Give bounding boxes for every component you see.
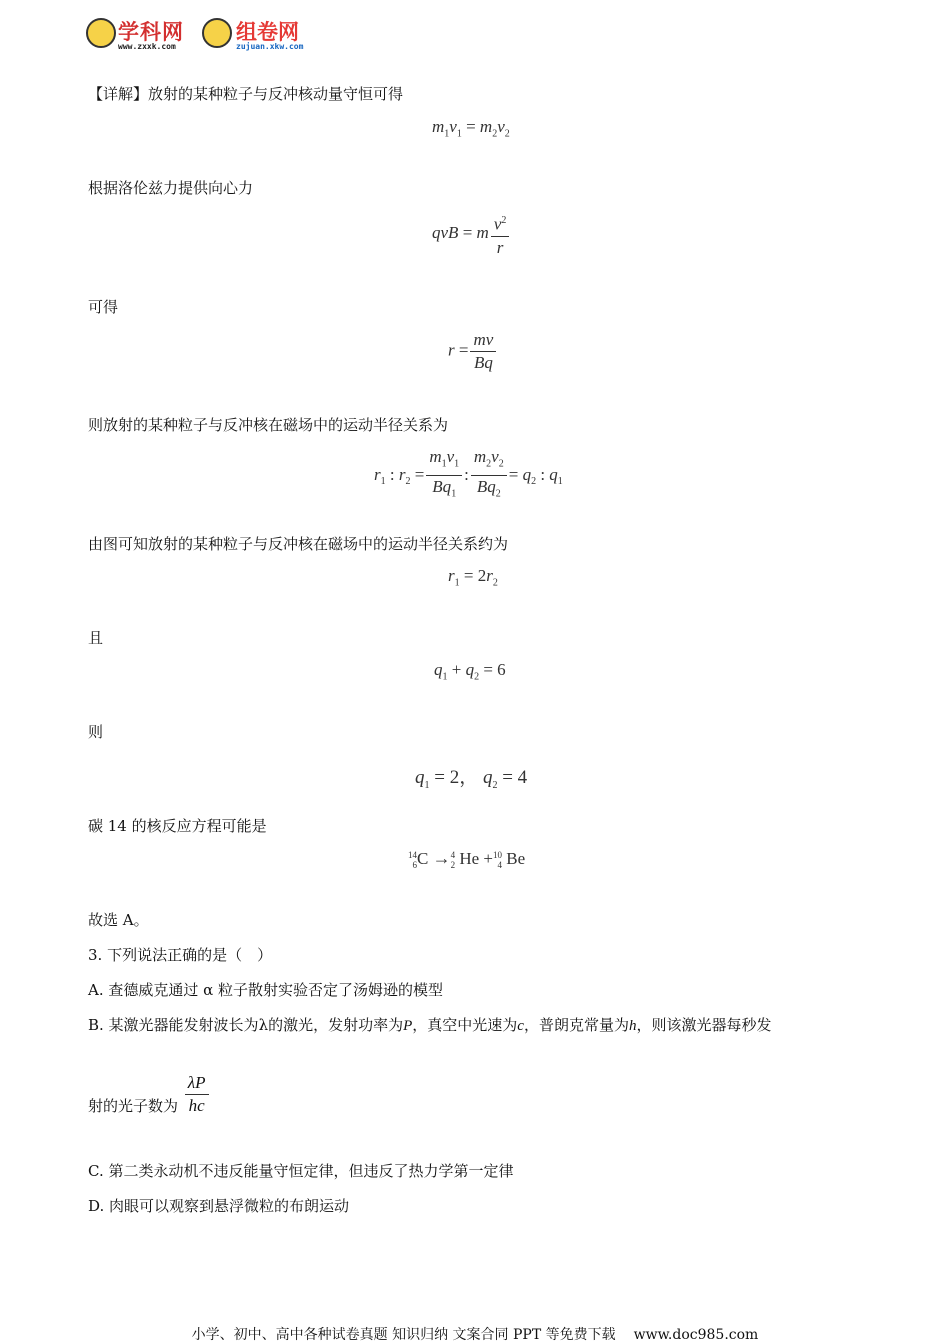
photon-count-fraction: $\frac{\lambda P}{hc}$ [185, 1073, 209, 1116]
xuekewang-logo[interactable] [86, 14, 196, 54]
kede-paragraph: 可得 [88, 298, 119, 316]
logo-title: 组卷网 [236, 20, 299, 44]
answer-paragraph: 故选 A。 [88, 911, 149, 929]
nuclear-reaction-equation: 14 6C →4 2 He +10 4 Be [408, 848, 526, 871]
charge-values-equation: $q_1 = 2$， $q_2 = 4$ [415, 767, 528, 791]
figure-relation-paragraph: 由图可知放射的某种粒子与反冲核在磁场中的运动半径关系约为 [88, 535, 509, 553]
option-a: A. 查德威克通过 α 粒子散射实验否定了汤姆逊的模型 [88, 981, 444, 999]
carbon-paragraph: 碳 14 的核反应方程可能是 [88, 817, 267, 835]
radius-value-equation: $r_1 = 2r_2$ [448, 566, 498, 589]
lorentz-paragraph: 根据洛伦兹力提供向心力 [88, 179, 254, 197]
option-b-text: 射的光子数为 [88, 1097, 179, 1115]
question-3-stem: 3. 下列说法正确的是（ ） [88, 946, 273, 964]
footer-url-link[interactable]: www.doc985.com [633, 1327, 759, 1343]
option-c: C. 第二类永动机不违反能量守恒定律，但违反了热力学第一定律 [88, 1162, 514, 1180]
radius-relation-paragraph: 则放射的某种粒子与反冲核在磁场中的运动半径关系为 [88, 416, 449, 434]
option-b-line2 [88, 1073, 211, 1116]
radius-ratio-equation: $r_1$ : $r_2$ = $\frac{m_1v_1}{Bq_1}$ : $\frac{m_2v_2}{Bq_2}$ = $q_2$ : $q_1$ [374, 447, 563, 500]
logo-title: 学科网 [118, 20, 184, 44]
power-symbol: P [403, 1018, 413, 1034]
planck-symbol: h [628, 1018, 637, 1034]
charge-sum-equation: $q_1 + q_2 = 6$ [434, 660, 506, 683]
option-d: D. 肉眼可以观察到悬浮微粒的布朗运动 [88, 1197, 350, 1215]
graduate-face-icon [202, 18, 232, 48]
radius-equation: r = $\frac{mv}{Bq}$ [448, 330, 498, 373]
lambda-symbol: λ [258, 1016, 269, 1034]
momentum-equation: $m_1v_1 = m_2v_2$ [432, 117, 510, 140]
option-b [88, 1014, 771, 1035]
page-footer [0, 1324, 950, 1344]
lorentz-equation: qvB = m $\frac{v^2}{r}$ [432, 211, 511, 258]
option-b-text: ，则该激光器每秒发 [636, 1016, 772, 1034]
option-b-text: B. 某激光器能发射波长为 [88, 1016, 259, 1034]
detail-paragraph: 【详解】放射的某种粒子与反冲核动量守恒可得 [88, 85, 404, 103]
cartoon-face-icon [86, 18, 116, 48]
logo-url: zujuan.xkw.com [236, 42, 304, 51]
footer-text: 小学、初中、高中各种试卷真题 知识归纳 文案合同 PPT 等免费下载 [191, 1327, 616, 1343]
option-b-text: ，普朗克常量为 [523, 1016, 629, 1034]
then-paragraph: 则 [88, 723, 104, 741]
speed-symbol: c [517, 1018, 524, 1034]
zujuanwang-logo[interactable] [202, 14, 314, 54]
and-paragraph: 且 [88, 629, 104, 647]
logo-url: www.zxxk.com [118, 42, 176, 51]
option-b-text: ，真空中光速为 [412, 1016, 518, 1034]
option-b-text: 的激光，发射功率为 [268, 1016, 404, 1034]
